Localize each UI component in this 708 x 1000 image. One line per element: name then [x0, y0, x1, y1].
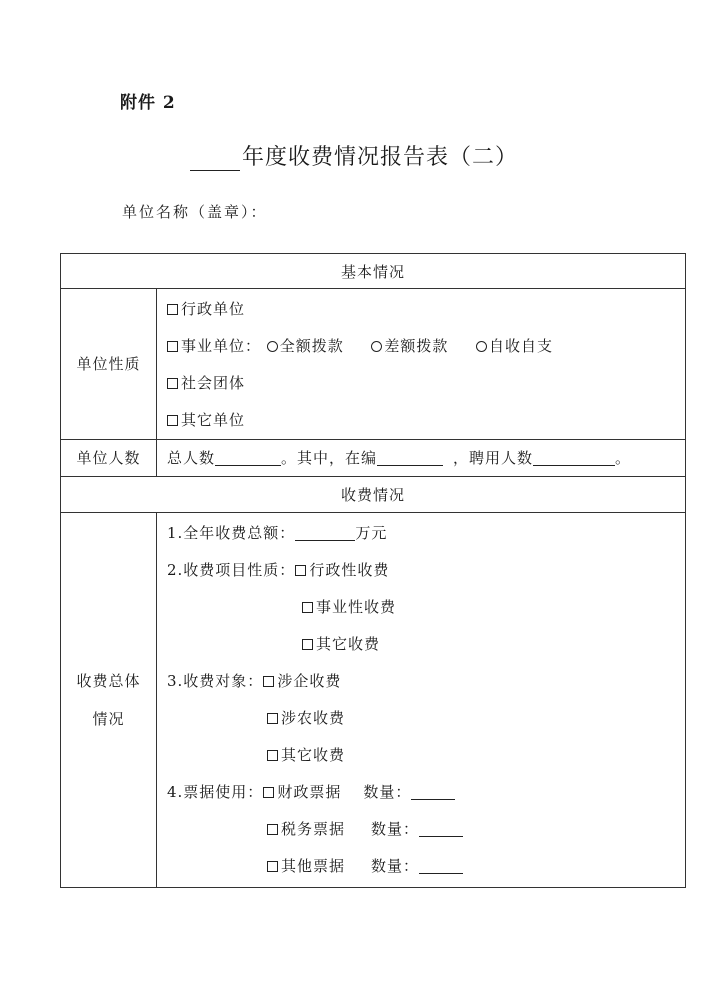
option-institution — [167, 328, 685, 365]
item-nature-line — [167, 552, 685, 589]
receipts-qty-field[interactable] — [419, 857, 463, 874]
total-count-label: 总人数 — [167, 449, 216, 467]
target-opt3: 其它收费 — [281, 746, 346, 764]
receipts-label: 4.票据使用： — [167, 783, 264, 801]
target-label: 3.收费对象： — [167, 672, 264, 690]
checkbox-icon[interactable] — [167, 304, 178, 315]
fees-section-header: 收费情况 — [61, 477, 686, 513]
receipts-line3 — [167, 848, 685, 885]
checkbox-icon[interactable] — [302, 602, 313, 613]
nature-label: 单位性质 — [61, 289, 157, 440]
year-blank[interactable] — [190, 148, 240, 171]
hired-count-field[interactable] — [533, 449, 615, 466]
option-admin-label: 行政单位 — [181, 300, 246, 318]
item-nature-opt2: 事业性收费 — [316, 598, 397, 616]
staff-count-label: 。其中，在编 — [281, 449, 378, 467]
checkbox-icon[interactable] — [267, 713, 278, 724]
checkbox-icon[interactable] — [167, 341, 178, 352]
receipts-line2 — [167, 811, 685, 848]
page-title — [0, 140, 708, 171]
headcount-row — [61, 440, 686, 477]
item-nature-line3 — [167, 626, 685, 663]
headcount-label: 单位人数 — [61, 440, 157, 477]
checkbox-icon[interactable] — [167, 415, 178, 426]
total-count-field[interactable] — [215, 449, 281, 466]
fees-label-line2: 情况 — [92, 710, 125, 728]
unit-name-label: 单位名称（盖章）： — [122, 203, 268, 221]
receipts-qty-label: 数量： — [371, 857, 420, 875]
target-opt2: 涉农收费 — [281, 709, 346, 727]
fees-row — [61, 513, 686, 888]
checkbox-icon[interactable] — [263, 787, 274, 798]
option-social[interactable] — [167, 365, 685, 402]
report-table — [60, 253, 686, 888]
headcount-content — [157, 440, 686, 477]
item-nature-opt1: 行政性收费 — [309, 561, 390, 579]
target-line — [167, 663, 685, 700]
total-amount-field[interactable] — [295, 524, 355, 541]
receipts-opt2: 税务票据 — [281, 820, 346, 838]
radio-circle-icon[interactable] — [476, 341, 487, 352]
fees-content — [157, 513, 686, 888]
option-admin[interactable] — [167, 291, 685, 328]
attachment-label: 附件 2 — [120, 93, 176, 113]
target-opt1: 涉企收费 — [277, 672, 342, 690]
basic-section-header: 基本情况 — [61, 254, 686, 289]
title-text: 年度收费情况报告表（二） — [241, 145, 518, 170]
target-line3 — [167, 737, 685, 774]
option-social-label: 社会团体 — [181, 374, 246, 392]
total-amount-label: 1.全年收费总额： — [167, 524, 296, 542]
checkbox-icon[interactable] — [263, 676, 274, 687]
nature-row — [61, 289, 686, 440]
staff-count-field[interactable] — [377, 449, 443, 466]
receipts-qty-field[interactable] — [411, 783, 455, 800]
receipts-qty-label: 数量： — [363, 783, 412, 801]
item-nature-opt3: 其它收费 — [316, 635, 381, 653]
fees-label-line1: 收费总体 — [76, 672, 141, 690]
radio-circle-icon[interactable] — [371, 341, 382, 352]
fees-overall-label — [61, 513, 157, 888]
option-institution-label: 事业单位： — [181, 337, 262, 355]
receipts-line — [167, 774, 685, 811]
total-amount-line — [167, 515, 685, 552]
item-nature-line2 — [167, 589, 685, 626]
radio-circle-icon[interactable] — [267, 341, 278, 352]
receipts-opt3: 其他票据 — [281, 857, 346, 875]
receipts-qty-label: 数量： — [371, 820, 420, 838]
checkbox-icon[interactable] — [295, 565, 306, 576]
total-amount-unit: 万元 — [355, 524, 388, 542]
checkbox-icon[interactable] — [267, 750, 278, 761]
option-self-funding-label: 自收自支 — [488, 337, 553, 355]
hired-count-label: ，聘用人数 — [453, 449, 534, 467]
period: 。 — [615, 449, 632, 467]
checkbox-icon[interactable] — [267, 861, 278, 872]
option-other[interactable] — [167, 402, 685, 439]
option-full-funding-label: 全额拨款 — [279, 337, 344, 355]
fees-header-row — [61, 477, 686, 513]
checkbox-icon[interactable] — [267, 824, 278, 835]
basic-header-row — [61, 254, 686, 289]
receipts-qty-field[interactable] — [419, 820, 463, 837]
receipts-opt1: 财政票据 — [277, 783, 342, 801]
checkbox-icon[interactable] — [302, 639, 313, 650]
target-line2 — [167, 700, 685, 737]
option-other-label: 其它单位 — [181, 411, 246, 429]
option-diff-funding-label: 差额拨款 — [384, 337, 449, 355]
item-nature-label: 2.收费项目性质： — [167, 561, 296, 579]
checkbox-icon[interactable] — [167, 378, 178, 389]
nature-options — [157, 289, 686, 440]
